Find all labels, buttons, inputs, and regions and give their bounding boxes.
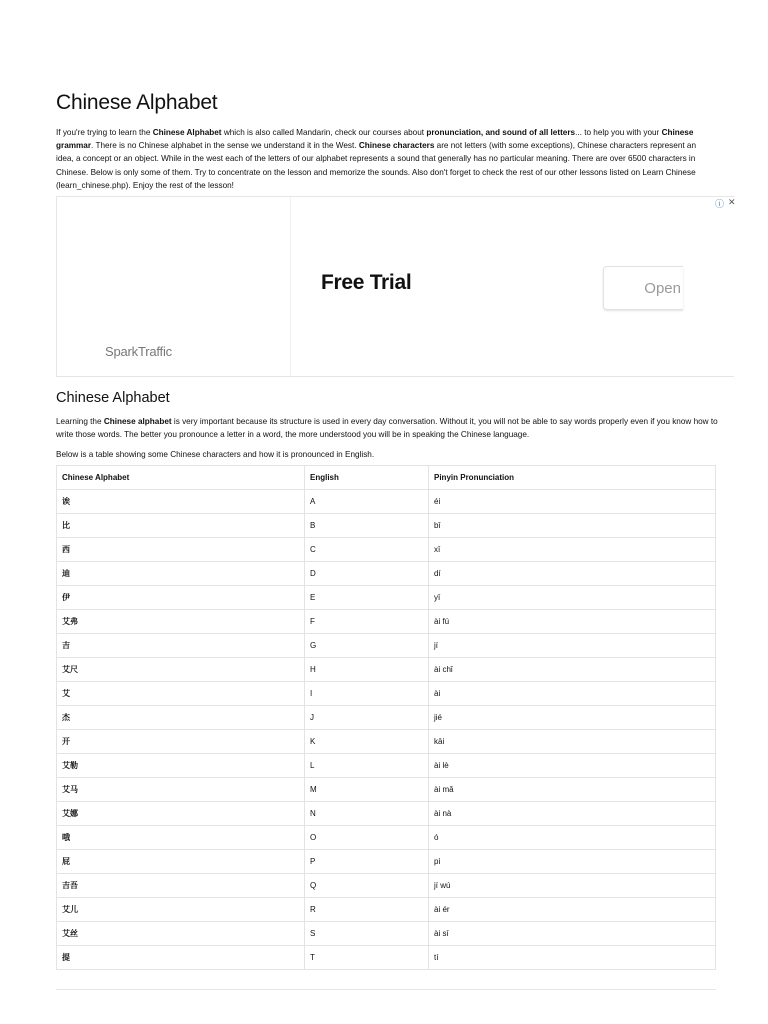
cell-english: C [305,538,429,562]
section-paragraph [56,415,718,441]
bold-text: Chinese Alphabet [152,128,222,137]
cell-english: O [305,826,429,850]
header-pinyin: Pinyin Pronunciation [429,466,716,490]
cell-chinese: 哦 [57,826,305,850]
footer-divider [56,989,716,990]
table-row [57,778,716,802]
ad-brand-name[interactable]: SparkTraffic [105,344,172,359]
cell-english: H [305,658,429,682]
section-title: Chinese Alphabet [56,390,170,406]
cell-chinese: 比 [57,514,305,538]
cell-english: D [305,562,429,586]
cell-chinese: 伊 [57,586,305,610]
text-run: ... to help you with your [575,128,662,137]
table-row [57,826,716,850]
cell-pinyin: éi [429,490,716,514]
table-intro-paragraph: Below is a table showing some Chinese characters and how it is pronounced in English. [56,450,375,459]
table-row [57,514,716,538]
cell-chinese: 屁 [57,850,305,874]
intro-paragraph [56,126,716,192]
cell-pinyin: ài fú [429,610,716,634]
cell-english: L [305,754,429,778]
advertisement-banner[interactable] [56,196,734,377]
table-row [57,802,716,826]
cell-pinyin: ài nà [429,802,716,826]
cell-english: N [305,802,429,826]
text-run: which is also called Mandarin, check our courses about [221,128,427,137]
table-row [57,610,716,634]
text-run: are not letters (with some exceptions), Chinese characters represent an idea, a concept or an object. While in the west each of the letters of our alphabet represents a sound that generally has no particular meaning. There are over 6500 characters in Chinese. Below is only some of them. Try to concentrate on the lesson and memorize the sounds. Also don't forget to check the rest of our other lessons listed on Learn Chinese (learn_chinese.php). Enjoy the rest of the lesson! [56,141,697,190]
cell-chinese: 诶 [57,490,305,514]
table-row [57,946,716,970]
table-row [57,490,716,514]
cell-pinyin: ài mǎ [429,778,716,802]
cell-chinese: 吉吾 [57,874,305,898]
table-row [57,682,716,706]
table-row [57,922,716,946]
table-row [57,898,716,922]
cell-pinyin: ài ér [429,898,716,922]
cell-english: I [305,682,429,706]
cell-english: J [305,706,429,730]
cell-english: A [305,490,429,514]
ad-headline[interactable]: Free Trial [321,271,412,294]
page-title: Chinese Alphabet [56,91,218,114]
table-row [57,634,716,658]
cell-chinese: 提 [57,946,305,970]
cell-pinyin: kāi [429,730,716,754]
cell-pinyin: dí [429,562,716,586]
cell-pinyin: xī [429,538,716,562]
cell-chinese: 西 [57,538,305,562]
cell-chinese: 艾弗 [57,610,305,634]
cell-chinese: 杰 [57,706,305,730]
cell-pinyin: ó [429,826,716,850]
text-run: . There is no Chinese alphabet in the sense we understand it in the West. [91,141,359,151]
table-header-row [57,466,716,490]
cell-english: F [305,610,429,634]
text-run: is very important because its structure is used in every day conversation. Without it, you will not be able to say words properly even if you know how to write those words. The better you pronounce a letter in a word, the more understood you will be in speaking the Chinese language. [56,417,718,440]
cell-pinyin: ài [429,682,716,706]
cell-english: T [305,946,429,970]
cell-pinyin: ài sī [429,922,716,946]
cell-english: E [305,586,429,610]
cell-chinese: 艾勒 [57,754,305,778]
cell-english: R [305,898,429,922]
cell-pinyin: ài chǐ [429,658,716,682]
table-row [57,562,716,586]
ad-choices[interactable] [715,197,736,210]
info-icon[interactable]: ⓘ [715,199,725,209]
table-row [57,730,716,754]
table-body [57,490,716,970]
cell-chinese: 艾丝 [57,922,305,946]
bold-text: Chinese characters [358,141,435,151]
cell-pinyin: ài lè [429,754,716,778]
table-row [57,754,716,778]
cell-chinese: 艾马 [57,778,305,802]
cell-chinese: 艾尺 [57,658,305,682]
cell-chinese: 迪 [57,562,305,586]
ad-divider [57,376,681,377]
cell-english: S [305,922,429,946]
bold-text: pronunciation, and sound of all letters [426,128,576,137]
cell-english: Q [305,874,429,898]
cell-pinyin: jí [429,634,716,658]
cell-pinyin: bǐ [429,514,716,538]
cell-chinese: 开 [57,730,305,754]
cell-english: M [305,778,429,802]
cell-pinyin: jí wú [429,874,716,898]
cell-pinyin: tí [429,946,716,970]
cell-english: G [305,634,429,658]
header-chinese-alphabet: Chinese Alphabet [57,466,305,490]
text-run: If you're trying to learn the [56,128,153,137]
table-row [57,586,716,610]
table-row [57,538,716,562]
cell-english: B [305,514,429,538]
bold-text: Chinese grammar [56,128,694,151]
table-row [57,658,716,682]
table-row [57,706,716,730]
cell-pinyin: jié [429,706,716,730]
ad-image-area[interactable] [57,197,291,376]
header-english: English [305,466,429,490]
cell-chinese: 吉 [57,634,305,658]
alphabet-table [56,465,716,970]
text-run: Learning the [56,417,104,426]
table-row [57,850,716,874]
bold-text: Chinese alphabet [103,417,172,426]
cell-english: P [305,850,429,874]
close-icon[interactable]: ✕ [728,197,736,207]
cell-pinyin: yī [429,586,716,610]
cell-chinese: 艾儿 [57,898,305,922]
table-row [57,874,716,898]
cell-pinyin: pì [429,850,716,874]
cell-chinese: 艾 [57,682,305,706]
cell-chinese: 艾娜 [57,802,305,826]
cell-english: K [305,730,429,754]
ad-open-button[interactable]: Open [603,266,683,310]
